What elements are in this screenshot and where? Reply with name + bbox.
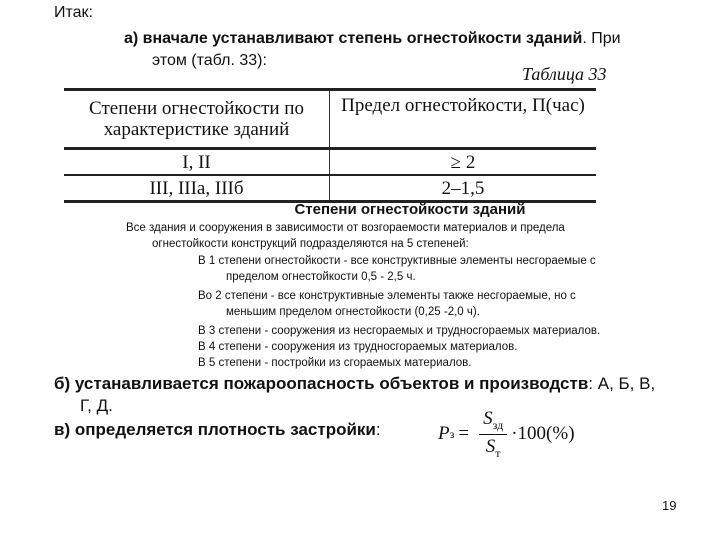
table-row <box>64 175 596 202</box>
formula-den-symbol: S <box>485 435 496 457</box>
degree-2-line1: Во 2 степени - все конструктивные элементы также несгораемые, но с <box>198 290 576 302</box>
intro-text: Итак: <box>54 4 93 21</box>
formula-num-sub: зд <box>492 417 504 432</box>
item-v-rest: : <box>375 420 381 439</box>
item-v <box>54 420 381 440</box>
formula-lhs: P <box>438 423 450 445</box>
formula-equals: = <box>458 423 470 445</box>
header-degree-line2: характеристике зданий <box>103 119 290 140</box>
item-a-bold: а) вначале устанавливают степень огнестойкости зданий <box>124 30 583 47</box>
formula-den-sub: т <box>495 445 501 460</box>
degree-1-line1: В 1 степени огнестойкости - все конструктивные элементы несгораемые с <box>198 255 596 267</box>
formula-fraction <box>479 408 507 461</box>
header-degree <box>64 90 330 149</box>
item-a-rest: . При <box>582 30 621 47</box>
table-header-row <box>64 90 596 149</box>
item-a-line1 <box>124 30 621 48</box>
item-b-bold: б) устанавливается пожароопасность объектов и производств <box>54 374 589 393</box>
degree-3-text: В 3 степени - сооружения из несгораемых и трудносгораемых материалов. <box>198 325 601 337</box>
page-number: 19 <box>662 498 677 513</box>
cell-degree: III, IIIa, IIIб <box>64 175 330 202</box>
description-line: огнестойкости конструкций подразделяются на 5 степеней: <box>152 238 469 250</box>
degree-5-text: В 5 степени - постройки из сгораемых материалов. <box>198 357 472 369</box>
formula-denominator <box>482 435 505 461</box>
table-row <box>64 149 596 176</box>
cell-limit: ≥ 2 <box>330 149 597 176</box>
degree-4-text: В 4 степени - сооружения из трудносгораемых материалов. <box>198 341 518 353</box>
item-v-bold: в) определяется плотность застройки <box>54 420 376 439</box>
item-b-line1 <box>54 374 655 394</box>
header-degree-line1: Степени огнестойкости по <box>89 98 304 119</box>
formula-rhs: ·100(%) <box>511 423 575 445</box>
header-limit: Предел огнестойкости, П(час) <box>330 90 597 149</box>
fire-resistance-table <box>64 88 596 203</box>
item-b-line2: Г, Д. <box>80 396 113 415</box>
section-subtitle: Степени огнестойкости зданий <box>294 201 526 218</box>
degree-2-line2: меньшим пределом огнестойкости (0,25 -2,0 ч). <box>226 306 480 318</box>
formula-num-symbol: S <box>483 408 493 429</box>
item-b-rest: : А, Б, В, <box>588 374 656 393</box>
cell-degree: I, II <box>64 149 330 176</box>
density-formula <box>438 408 575 461</box>
table-caption: Таблица 33 <box>522 64 607 84</box>
description-line: Все здания и сооружения в зависимости от возгораемости материалов и предела <box>126 222 565 234</box>
degree-1-line2: пределом огнестойкости 0,5 - 2,5 ч. <box>226 271 416 283</box>
cell-limit: 2–1,5 <box>441 177 485 199</box>
item-a-line2: этом (табл. 33): <box>152 52 267 69</box>
formula-lhs-sub: з <box>449 426 455 441</box>
formula-numerator <box>479 408 507 435</box>
